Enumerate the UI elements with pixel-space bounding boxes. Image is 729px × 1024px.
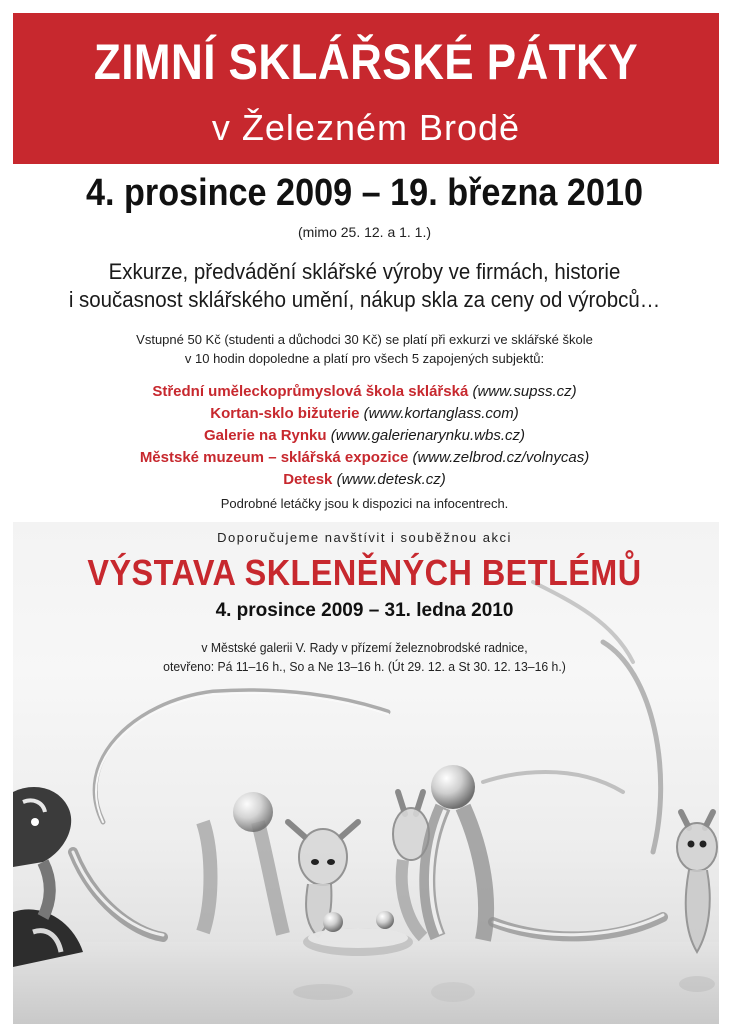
venue-name: Galerie na Rynku xyxy=(204,427,327,444)
venue-item xyxy=(0,469,729,491)
exhibition-title: VÝSTAVA SKLENĚNÝCH BETLÉMŮ xyxy=(87,552,642,593)
venue-list xyxy=(0,381,729,491)
venue-name: Střední uměleckoprůmyslová škola sklářská xyxy=(152,383,469,400)
venue-url[interactable]: (www.galerienarynku.wbs.cz) xyxy=(330,427,525,444)
event-description xyxy=(26,258,704,314)
event-exceptions: (mimo 25. 12. a 1. 1.) xyxy=(297,224,432,240)
poster-title: ZIMNÍ SKLÁŘSKÉ PÁTKY xyxy=(93,34,639,90)
admission-line: Vstupné 50 Kč (studenti a důchodci 30 Kč) se platí při exkurzi ve sklářské škole xyxy=(136,332,593,347)
venue-item xyxy=(0,403,729,425)
glass-figurines-photo xyxy=(13,522,719,1024)
admission-info xyxy=(0,330,729,368)
venue-url[interactable]: (www.detesk.cz) xyxy=(336,471,446,488)
venue-url[interactable]: (www.zelbrod.cz/volnycas) xyxy=(412,449,590,466)
event-dates: 4. prosince 2009 – 19. března 2010 xyxy=(85,172,644,214)
description-line: Exkurze, předvádění sklářské výroby ve firmách, historie xyxy=(108,259,621,284)
venue-url[interactable]: (www.supss.cz) xyxy=(472,383,577,400)
header-banner xyxy=(13,13,719,164)
location-line: v Městské galerii V. Rady v přízemí železnobrodské radnice, xyxy=(201,640,528,655)
venue-name: Kortan-sklo bižuterie xyxy=(210,405,360,422)
opening-hours: otevřeno: Pá 11–16 h., So a Ne 13–16 h. (Út 29. 12. a St 30. 12. 13–16 h.) xyxy=(163,659,566,674)
glass-figurines-icon xyxy=(13,522,719,1024)
leaflets-note: Podrobné letáčky jsou k dispozici na infocentrech. xyxy=(220,496,509,511)
venue-name: Městské muzeum – sklářská expozice xyxy=(139,449,409,466)
recommendation-text: Doporučujeme navštívit i souběžnou akci xyxy=(217,530,512,545)
description-line: i současnost sklářského umění, nákup skla za ceny od výrobců… xyxy=(68,287,661,312)
venue-url[interactable]: (www.kortanglass.com) xyxy=(363,405,519,422)
venue-item xyxy=(0,425,729,447)
venue-item xyxy=(0,381,729,403)
exhibition-dates: 4. prosince 2009 – 31. ledna 2010 xyxy=(215,600,514,621)
poster-subtitle: v Železném Brodě xyxy=(211,107,521,148)
venue-name: Detesk xyxy=(283,471,333,488)
venue-item xyxy=(0,447,729,469)
admission-line: v 10 hodin dopoledne a platí pro všech 5 zapojených subjektů: xyxy=(184,351,545,366)
exhibition-location xyxy=(22,638,707,676)
